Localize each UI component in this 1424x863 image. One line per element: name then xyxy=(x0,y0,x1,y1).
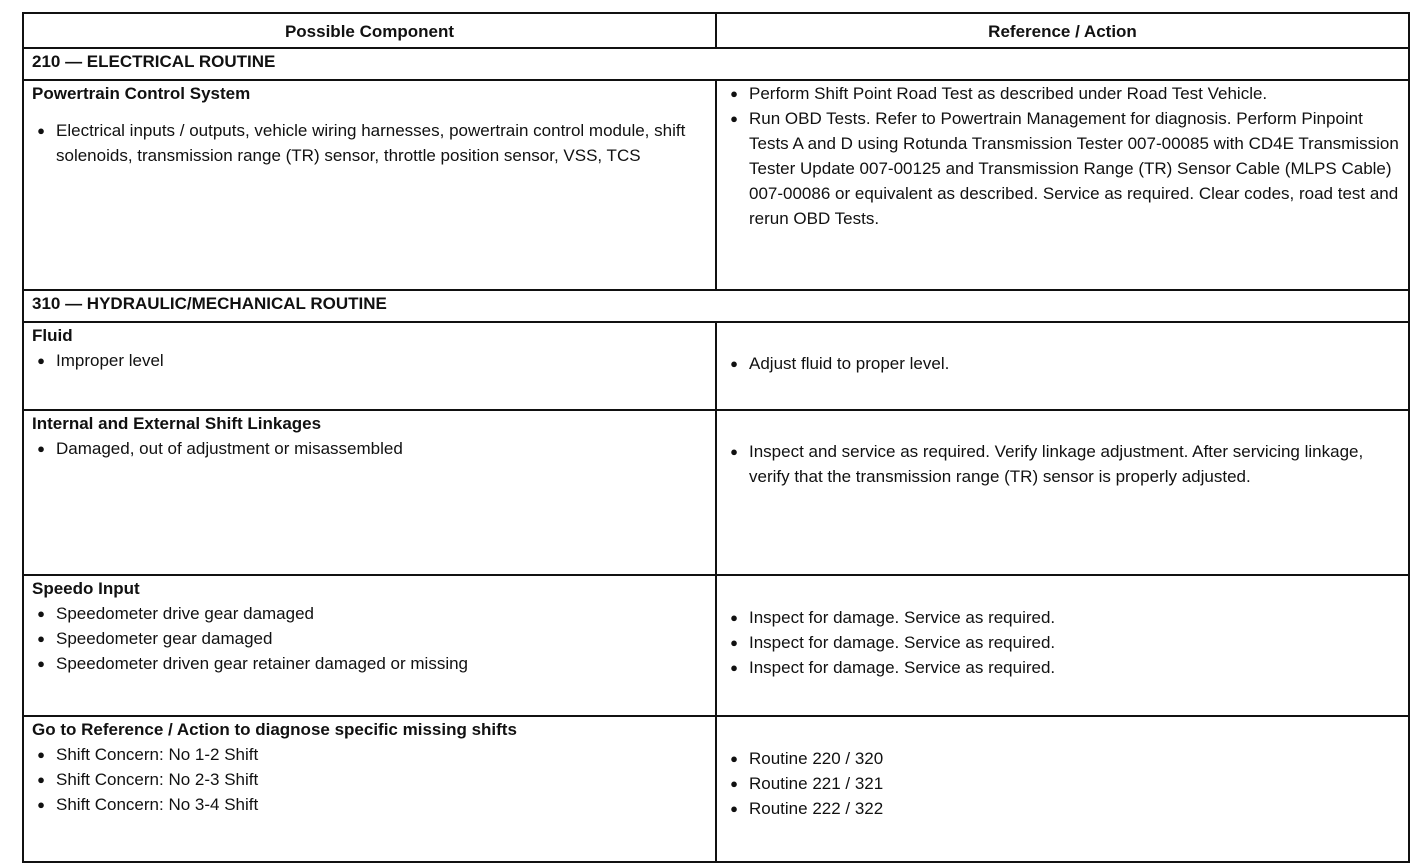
bullet-icon: ● xyxy=(730,111,738,126)
bullet-icon: ● xyxy=(730,801,738,816)
bullet-icon: ● xyxy=(730,610,738,625)
table-row-speedo xyxy=(23,575,1409,716)
table-row-linkage xyxy=(23,410,1409,575)
table-row-fluid xyxy=(23,322,1409,410)
action-text: Inspect for damage. Service as required. xyxy=(749,658,1056,677)
component-cell-powertrain xyxy=(23,80,716,290)
list-item xyxy=(725,630,1400,655)
action-text: Inspect for damage. Service as required. xyxy=(749,608,1056,627)
list-item xyxy=(725,655,1400,680)
list-item xyxy=(725,106,1400,231)
component-text: Speedometer drive gear damaged xyxy=(56,604,314,623)
list-item xyxy=(725,771,1400,796)
bullet-icon: ● xyxy=(730,635,738,650)
list-item xyxy=(32,792,707,817)
action-text: Run OBD Tests. Refer to Powertrain Management for diagnosis. Perform Pinpoint Tests A and D using Rotunda Transmission Tester 007-00085 with CD4E Transmission Tester Update 007-00125 and Transmission Range (TR) Sensor Cable (MLPS Cable) 007-00086 or equivalent as described. Service as required. Clear codes, road test and rerun OBD Tests. xyxy=(749,109,1399,228)
table-row-powertrain xyxy=(23,80,1409,290)
list-item xyxy=(725,439,1400,489)
action-text: Perform Shift Point Road Test as described under Road Test Vehicle. xyxy=(749,84,1268,103)
list-item xyxy=(32,601,707,626)
bullet-icon: ● xyxy=(730,356,738,371)
header-possible-component: Possible Component xyxy=(23,13,716,48)
bullet-icon: ● xyxy=(37,123,45,138)
component-text: Electrical inputs / outputs, vehicle wiring harnesses, powertrain control module, shift solenoids, transmission range (TR) sensor, throttle position sensor, VSS, TCS xyxy=(56,121,686,165)
component-text: Shift Concern: No 1-2 Shift xyxy=(56,745,259,764)
component-title-speedo: Speedo Input xyxy=(32,579,140,598)
list-item xyxy=(725,351,1400,376)
bullet-icon: ● xyxy=(730,660,738,675)
table-row-missing-shifts xyxy=(23,716,1409,862)
list-item xyxy=(725,81,1400,106)
list-item xyxy=(32,767,707,792)
bullet-icon: ● xyxy=(37,606,45,621)
bullet-icon: ● xyxy=(37,747,45,762)
bullet-icon: ● xyxy=(37,441,45,456)
section-title-hydraulic: 310 — HYDRAULIC/MECHANICAL ROUTINE xyxy=(23,290,1409,322)
list-item xyxy=(32,651,707,676)
action-cell-linkage xyxy=(716,410,1409,575)
action-cell-speedo xyxy=(716,575,1409,716)
component-title-fluid: Fluid xyxy=(32,326,73,345)
list-item xyxy=(32,118,707,168)
diagnosis-table xyxy=(22,12,1410,863)
bullet-icon: ● xyxy=(730,776,738,791)
bullet-icon: ● xyxy=(37,656,45,671)
list-item xyxy=(32,742,707,767)
component-text: Speedometer gear damaged xyxy=(56,629,273,648)
action-text: Routine 221 / 321 xyxy=(749,774,884,793)
action-text: Routine 220 / 320 xyxy=(749,749,884,768)
component-text: Speedometer driven gear retainer damaged or missing xyxy=(56,654,469,673)
section-title-electrical: 210 — ELECTRICAL ROUTINE xyxy=(23,48,1409,80)
component-title-powertrain: Powertrain Control System xyxy=(32,84,251,103)
component-text: Shift Concern: No 2-3 Shift xyxy=(56,770,259,789)
bullet-icon: ● xyxy=(37,631,45,646)
component-cell-fluid xyxy=(23,322,716,410)
action-text: Inspect for damage. Service as required. xyxy=(749,633,1056,652)
header-reference-action: Reference / Action xyxy=(716,13,1409,48)
bullet-icon: ● xyxy=(730,751,738,766)
bullet-icon: ● xyxy=(730,444,738,459)
bullet-icon: ● xyxy=(37,772,45,787)
component-text: Improper level xyxy=(56,351,164,370)
action-text: Adjust fluid to proper level. xyxy=(749,354,950,373)
component-cell-linkage xyxy=(23,410,716,575)
component-text: Damaged, out of adjustment or misassembled xyxy=(56,439,403,458)
action-cell-fluid xyxy=(716,322,1409,410)
bullet-icon: ● xyxy=(730,86,738,101)
component-title-missing-shifts: Go to Reference / Action to diagnose specific missing shifts xyxy=(32,720,517,739)
action-text: Inspect and service as required. Verify linkage adjustment. After servicing linkage, verify that the transmission range (TR) sensor is properly adjusted. xyxy=(749,442,1364,486)
list-item xyxy=(32,348,707,373)
list-item xyxy=(725,796,1400,821)
component-cell-speedo xyxy=(23,575,716,716)
list-item xyxy=(32,436,707,461)
component-cell-missing-shifts xyxy=(23,716,716,862)
section-row-electrical xyxy=(23,48,1409,80)
header-row xyxy=(23,13,1409,48)
list-item xyxy=(725,746,1400,771)
bullet-icon: ● xyxy=(37,353,45,368)
list-item xyxy=(32,626,707,651)
component-title-linkage: Internal and External Shift Linkages xyxy=(32,414,322,433)
section-row-hydraulic xyxy=(23,290,1409,322)
component-text: Shift Concern: No 3-4 Shift xyxy=(56,795,259,814)
list-item xyxy=(725,605,1400,630)
action-text: Routine 222 / 322 xyxy=(749,799,884,818)
action-cell-powertrain xyxy=(716,80,1409,290)
action-cell-missing-shifts xyxy=(716,716,1409,862)
bullet-icon: ● xyxy=(37,797,45,812)
